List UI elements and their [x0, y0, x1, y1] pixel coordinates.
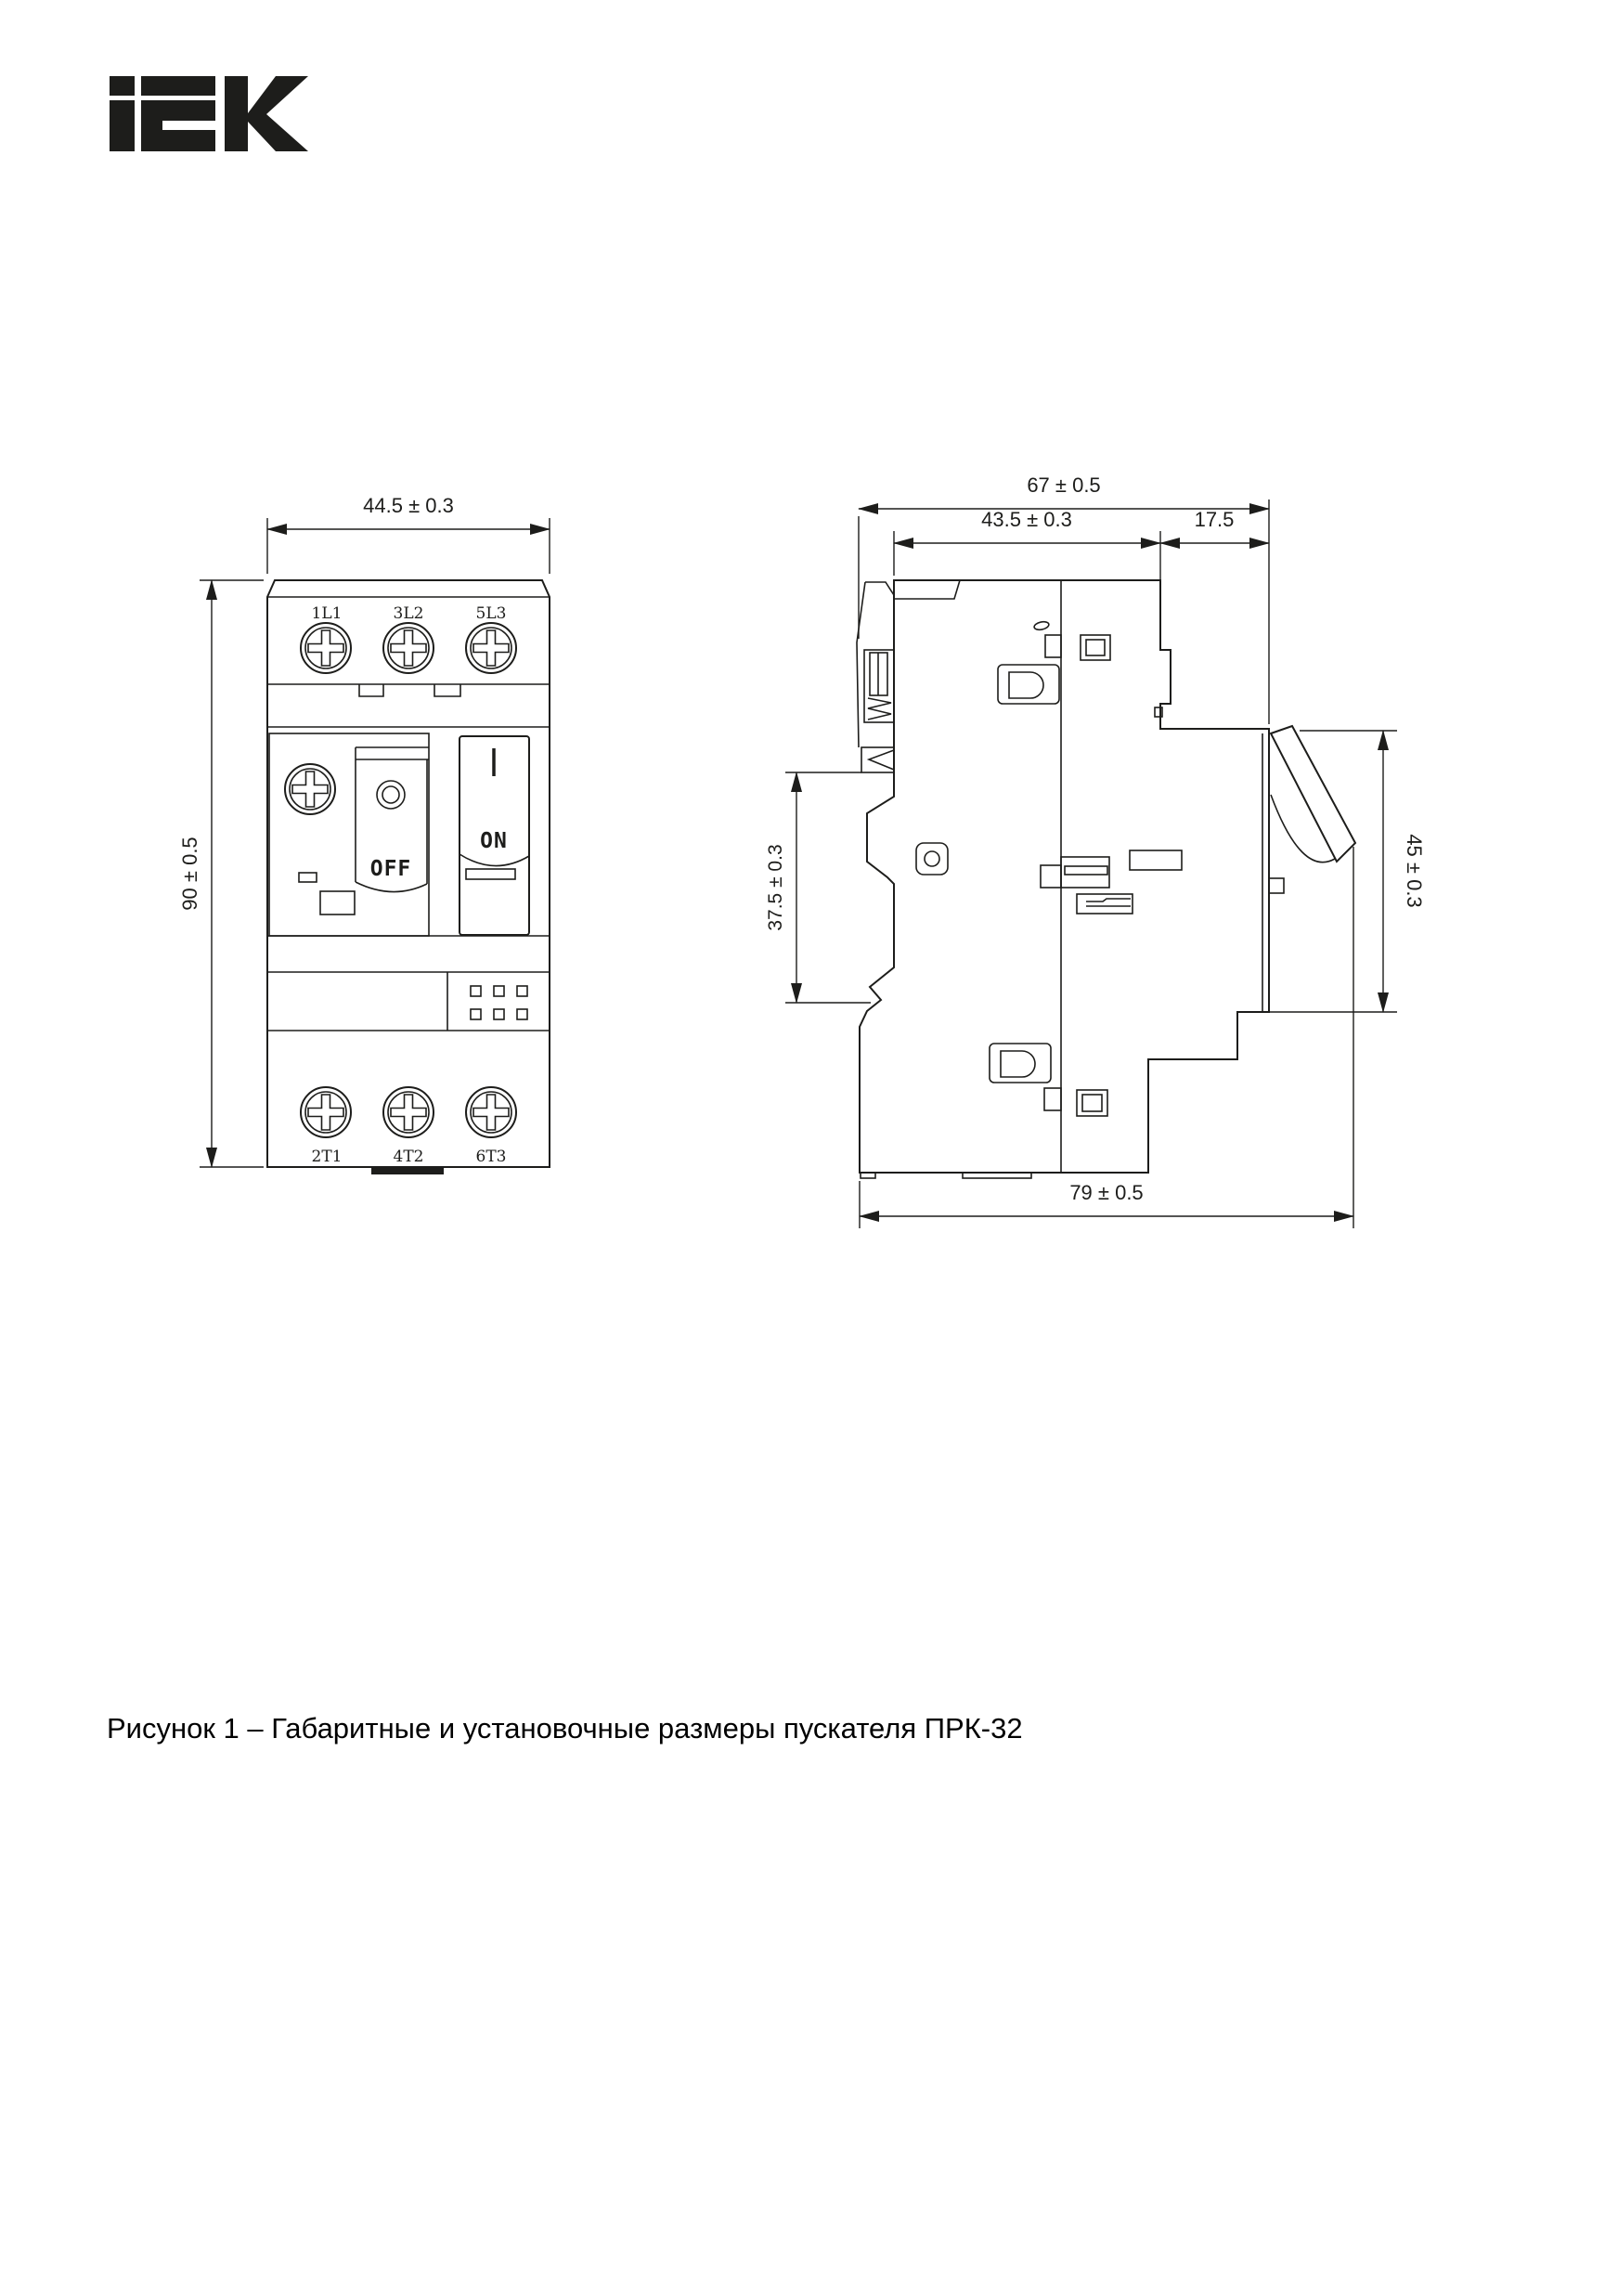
- side-view: [765, 473, 1426, 1228]
- off-button: [356, 747, 429, 892]
- side-dim-total-width-label: 67 ± 0.5: [1027, 473, 1101, 497]
- terminal-label-3L2: 3L2: [393, 604, 424, 623]
- on-button: [460, 736, 529, 935]
- screw-bottom-2: [383, 1087, 434, 1137]
- screw-top-2: [383, 623, 434, 673]
- terminal-label-5L3: 5L3: [475, 604, 507, 623]
- screw-top-1: [301, 623, 351, 673]
- reset-window: [320, 891, 355, 915]
- terminal-label-2T1: 2T1: [311, 1148, 343, 1166]
- front-dim-height-label: 90 ± 0.5: [178, 837, 201, 911]
- spring-icon: [868, 698, 891, 720]
- front-dim-width-label: 44.5 ± 0.3: [363, 494, 454, 517]
- on-label: ON: [480, 829, 508, 853]
- side-dim-body-width-label: 43.5 ± 0.3: [981, 508, 1072, 531]
- front-view: [178, 494, 550, 1174]
- screw-bottom-1: [301, 1087, 351, 1137]
- side-dim-total-depth: [860, 847, 1353, 1228]
- screw-bottom-3: [466, 1087, 516, 1137]
- din-clip-tab: [371, 1167, 444, 1174]
- indicator-window: [299, 873, 317, 882]
- adjustment-dial-icon: [285, 764, 335, 814]
- side-dim-lever-height: [1244, 731, 1426, 1012]
- side-dim-lever-height-label: 45 ± 0.3: [1403, 834, 1426, 908]
- side-dim-rail-span-label: 37.5 ± 0.3: [765, 844, 786, 931]
- terminal-label-1L1: 1L1: [311, 604, 343, 623]
- toggle-lever: [1269, 726, 1355, 893]
- side-upper-details: [998, 620, 1162, 717]
- terminal-label-6T3: 6T3: [475, 1148, 507, 1166]
- side-dim-rail-span: [765, 772, 871, 1003]
- side-dim-total-depth-label: 79 ± 0.5: [1069, 1181, 1144, 1204]
- test-indicator-icon: [377, 781, 405, 809]
- side-dim-body-width: [894, 508, 1160, 585]
- mounting-hole: [916, 843, 948, 875]
- din-clip-assembly: [857, 582, 894, 772]
- side-body-outline: [860, 580, 1269, 1173]
- side-dim-front-depth-label: 17.5: [1194, 508, 1235, 531]
- front-dim-width: [267, 494, 550, 574]
- iek-logo: [110, 76, 308, 151]
- front-upper-divider: [267, 684, 550, 696]
- side-top-recess: [894, 580, 960, 599]
- figure-caption: Рисунок 1 – Габаритные и установочные размеры пускателя ПРК-32: [107, 1712, 1023, 1745]
- off-label: OFF: [369, 857, 412, 881]
- screw-top-3: [466, 623, 516, 673]
- accessory-strip: [267, 972, 550, 1031]
- front-dim-height: [178, 580, 264, 1167]
- side-dim-front-depth: [1160, 508, 1269, 543]
- terminal-label-4T2: 4T2: [393, 1148, 424, 1166]
- side-middle-latches: [1041, 850, 1182, 914]
- front-adjuster-panel: [269, 733, 429, 936]
- side-lower-details: [990, 1044, 1107, 1116]
- clip-catch-icon: [869, 750, 894, 770]
